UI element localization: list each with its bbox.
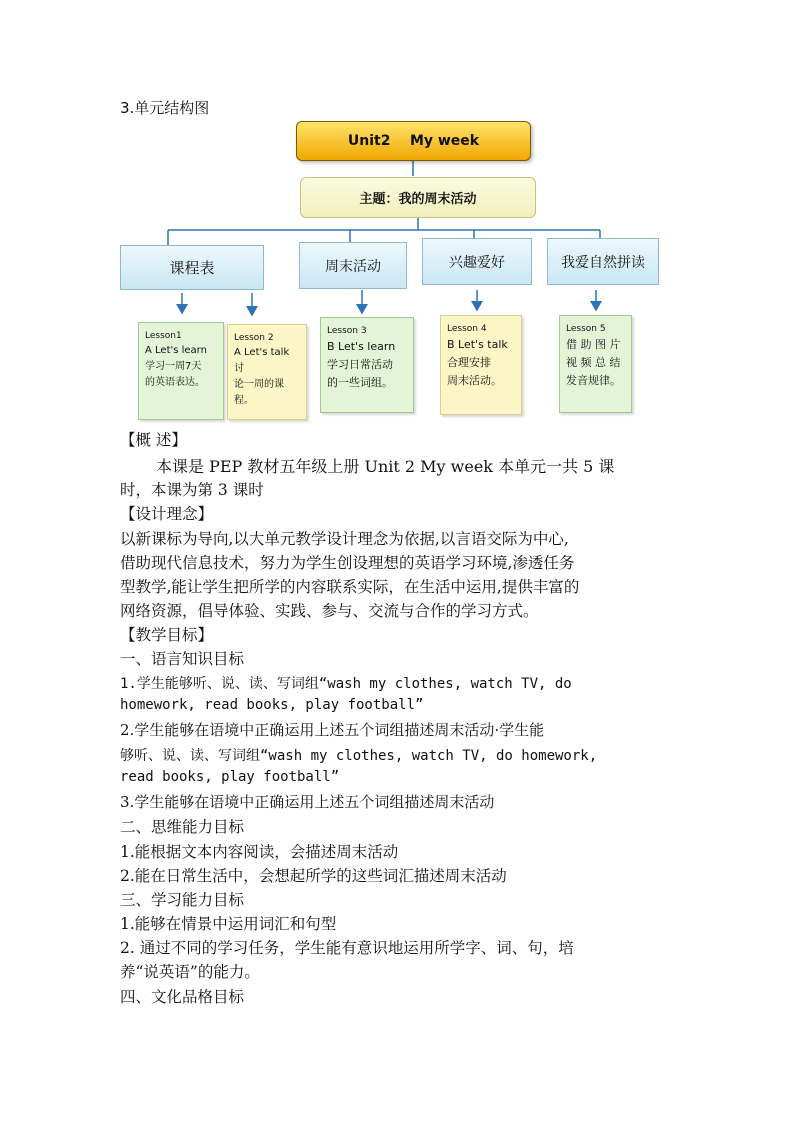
category-schedule: 课程表: [120, 245, 264, 290]
theme-box: 主题：我的周末活动: [300, 177, 536, 218]
goal-item: read books, play football”: [120, 769, 340, 785]
overview-title: 【概 述】: [120, 431, 187, 449]
goal-item: 2. 通过不同的学习任务，学生能有意识地运用所学字、词、句，培: [120, 939, 574, 957]
unit-title-box: Unit2 My week: [296, 121, 531, 161]
overview-text: 本课是 PEP 教材五年级上册 Unit 2 My week 本单元一共 5 课: [156, 457, 615, 476]
goal-item: 1.能根据文本内容阅读，会描述周末活动: [120, 843, 399, 861]
unit-structure-diagram: [0, 0, 794, 430]
goal-item: 养“说英语”的能力。: [120, 963, 260, 981]
concept-text: 型教学,能让学生把所学的内容联系实际，在生活中运用,提供丰富的: [120, 578, 580, 596]
goal-item: 3.学生能够在语境中正确运用上述五个词组描述周末活动: [120, 793, 495, 811]
category-hobbies: 兴趣爱好: [422, 238, 532, 285]
lesson-card-3: Lesson 3 B Let's learn 学习日常活动 的一些词组。: [320, 317, 414, 413]
concept-text: 网络资源，倡导体验、实践、参与、交流与合作的学习方式。: [120, 602, 539, 620]
goal-item: homework, read books, play football”: [120, 697, 424, 713]
lesson-name: Lesson 5: [566, 324, 606, 334]
goal-item: 2.能在日常生活中，会想起所学的这些词汇描述周末活动: [120, 867, 507, 885]
section-heading: 3.单元结构图: [120, 99, 210, 117]
overview-text: 时，本课为第 3 课时: [120, 481, 264, 499]
lesson-name: Lesson 2: [234, 333, 274, 343]
goal-section-title: 四、文化品格目标: [120, 988, 245, 1006]
concept-text: 以新课标为导向,以大单元教学设计理念为依据,以言语交际为中心,: [120, 530, 569, 548]
lesson-card-1: Lesson1 A Let's learn 学习一周7天 的英语表达。: [138, 322, 224, 420]
goal-item: 2.学生能够在语境中正确运用上述五个词组描述周末活动·学生能: [120, 721, 545, 739]
goal-item: 1.学生能够听、说、读、写词组“wash my clothes, watch TV, do: [120, 676, 572, 692]
goal-section-title: 二、思维能力目标: [120, 818, 245, 836]
goal-section-title: 三、学习能力目标: [120, 891, 245, 909]
goals-title: 【教学目标】: [120, 626, 214, 644]
category-phonics: 我爱自然拼读: [547, 238, 659, 285]
lesson-card-2: Lesson 2 A Let's talk 讨 论一周的课 程。: [227, 324, 307, 420]
lesson-card-5: Lesson 5 借 助 图 片 视 频 总 结 发音规律。: [559, 315, 632, 413]
category-weekend-activities: 周末活动: [299, 242, 407, 289]
concept-title: 【设计理念】: [120, 505, 214, 523]
concept-text: 借助现代信息技术，努力为学生创设理想的英语学习环境,渗透任务: [120, 554, 575, 572]
goal-item: 够听、说、读、写词组“wash my clothes, watch TV, do homework,: [120, 748, 598, 764]
lesson-card-4: Lesson 4 B Let's talk 合理安排 周末活动。: [440, 315, 522, 415]
lesson-name: Lesson 3: [327, 326, 367, 336]
lesson-name: Lesson 4: [447, 324, 487, 334]
goal-item: 1.能够在情景中运用词汇和句型: [120, 915, 337, 933]
lesson-name: Lesson1: [145, 331, 182, 341]
goal-section-title: 一、语言知识目标: [120, 650, 245, 668]
